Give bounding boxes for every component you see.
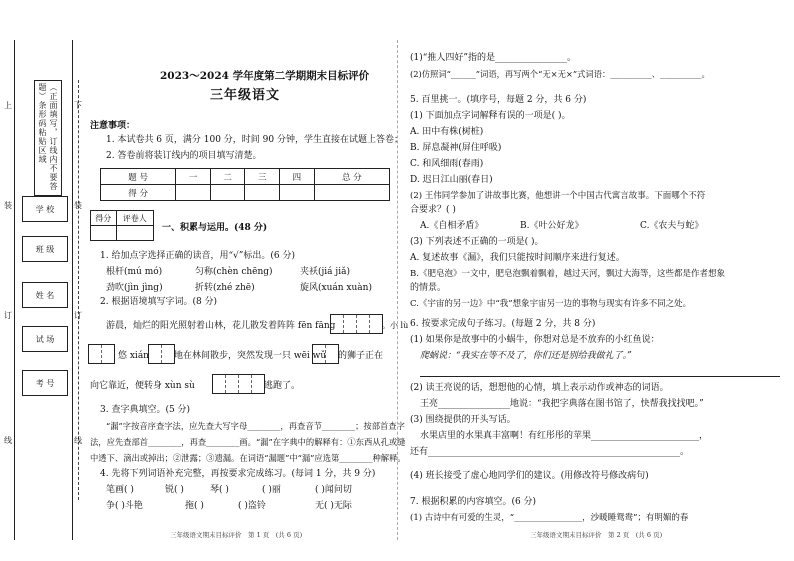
q4-sub-1: (1)“推人四好”指的是________________。	[410, 53, 576, 63]
q5-3-opt-c[interactable]: C.《宇宙的另一边》中“我”想象宇宙另一边的事物与现实有许多不同之处。	[410, 299, 692, 309]
q6-3-line2[interactable]: 还有________________________________________________________。	[410, 447, 690, 457]
q7-text: 7. 根据积累的内容填空。(6 分)	[410, 497, 537, 507]
footer-left: 三年级语文期末目标评价 第 1 页 (共 6 页)	[170, 531, 303, 539]
q5-2-text-b: 合要求？( )	[410, 205, 456, 215]
name-field[interactable]	[22, 282, 68, 308]
grader-score-label: 得分	[91, 211, 117, 226]
q3-line1: “漏”字按音序查字法，应先查大写字母________，再查音节________；按部首查字	[106, 421, 405, 431]
notice-item-2: 2. 答卷前将装订线内的项目填写清楚。	[106, 151, 262, 161]
exam-number-field[interactable]	[22, 370, 68, 396]
q5-1-opt-b[interactable]: B. 屏息凝神(屏住呼吸)	[410, 143, 502, 153]
q2-text: 2. 根据语境填写字词。(8 分)	[100, 297, 218, 307]
q5-1-opt-a[interactable]: A. 田中有株(树桩)	[410, 127, 484, 137]
q5-2-opt-b[interactable]: B.《叶公好龙》	[520, 221, 584, 231]
barcode-area: （正面填写，订线内不要答题）条形码粘贴区域	[34, 80, 62, 196]
score-row-label: 得 分	[101, 185, 176, 201]
q1-item-6[interactable]: 旋风(xuán xuàn)	[300, 283, 372, 293]
q6-1-answer-line[interactable]	[420, 376, 780, 377]
q5-2-opt-c[interactable]: C.《农夫与蛇》	[640, 221, 704, 231]
score-header-4: 四	[280, 169, 315, 185]
name-label: 姓 名	[35, 290, 55, 300]
score-header-total: 总 分	[314, 169, 389, 185]
q1-item-2[interactable]: 匀称(chèn chēng)	[195, 267, 273, 277]
q5-2-text: (2) 王伟同学参加了讲故事比赛，他想讲一个中国古代寓言故事。下面哪个不符	[410, 191, 706, 201]
side-label-bottom: 下	[74, 101, 82, 110]
q2-line2a: 悠 xián	[118, 351, 149, 361]
q6-1-sample: 爬蜗说：“我实在等不及了，你们还是别给我做礼了。”	[420, 351, 632, 361]
q5-3-opt-b[interactable]: B.《肥皂泡》一文中，肥皂泡飘着飘着，越过天河，飘过大海等，这些都是作者想象	[410, 269, 725, 279]
side-label-xian: 线	[4, 436, 12, 445]
score-header-3: 三	[245, 169, 280, 185]
q5-3-text: (3) 下列表述不正确的一项是( )。	[410, 237, 544, 247]
exam-number-label: 考 号	[35, 378, 55, 388]
q3-line3: 中透下、滴出或掉出；②泄露；③遗漏。在词语“漏题”中“漏”应选第________种解释。	[90, 453, 406, 463]
score-cell-2[interactable]	[210, 185, 245, 201]
q2-box-lu[interactable]	[88, 344, 115, 364]
side-label-zhuang: 装	[4, 201, 12, 210]
subject-title: 三年级语文	[210, 88, 281, 103]
binding-line-outer	[14, 40, 15, 540]
q2-line3a: 向它靠近，便转身 xùn sù	[90, 381, 195, 391]
q3-text: 3. 查字典填空。(5 分)	[100, 405, 191, 415]
grader-name-label: 评卷人	[116, 211, 154, 226]
score-cell-total[interactable]	[314, 185, 389, 201]
q2-box-fenfang[interactable]	[330, 314, 383, 334]
q5-3-opt-b-cont: 的情景。	[410, 283, 447, 293]
q6-3-line1[interactable]: 水果店里的水果真丰富啊！有红彤彤的苹果________________________，	[420, 431, 709, 441]
q6-text: 6. 按要求完成句子练习。(每题 2 分，共 8 分)	[410, 319, 596, 329]
q1-item-4[interactable]: 劲吹(jìn jìng)	[106, 283, 163, 293]
score-header-2: 二	[210, 169, 245, 185]
score-cell-4[interactable]	[280, 185, 315, 201]
q5-1-opt-c[interactable]: C. 和风细雨(春雨)	[410, 159, 484, 169]
grader-box	[90, 210, 154, 241]
score-header-qnum: 题 号	[101, 169, 176, 185]
q2-line1b: 。小 lù	[382, 321, 409, 330]
side-label-ding: 订	[4, 311, 12, 320]
q4-word-9[interactable]: 无( )无际	[315, 501, 352, 511]
q6-1-text: (1) 如果你是故事中的小蜗牛，你想对总是不放弃的小红鱼说：	[410, 335, 660, 345]
class-label: 班 级	[35, 244, 55, 254]
side-label-zhuang-2: 装	[74, 201, 82, 210]
q4-text: 4. 先将下列词语补充完整，再按要求完成练习。(每词 1 分，共 9 分)	[100, 469, 376, 479]
q4-word-6[interactable]: 争( )斗艳	[106, 501, 143, 511]
q7-1-text[interactable]: (1) 古诗中有可爱的生灵，“________________，沙暖睡鸳鸯”；有明媚的春	[410, 513, 689, 523]
q6-3-text: (3) 围绕提供的开头写话。	[410, 415, 516, 425]
q4-word-3[interactable]: 琴( )	[210, 485, 229, 495]
notice-heading: 注意事项：	[90, 121, 136, 131]
grader-name-cell[interactable]	[116, 226, 154, 241]
exam-room-field[interactable]	[22, 326, 68, 352]
school-field[interactable]	[22, 196, 68, 222]
q2-box-xunsu[interactable]	[212, 374, 265, 394]
q4-word-1[interactable]: 笔画( )	[106, 485, 134, 495]
q1-text: 1. 给加点字选择正确的读音，用“√”标出。(6 分)	[100, 251, 295, 261]
exam-room-label: 试 场	[35, 334, 55, 344]
q4-word-8[interactable]: ( )盗铃	[238, 501, 266, 511]
q5-text: 5. 百里挑一。(填序号，每题 2 分，共 6 分)	[410, 95, 587, 105]
q6-2-sentence[interactable]: 王亮________________地说：“我把字典落在图书馆了，快帮我找找吧。”	[420, 399, 704, 409]
q5-3-opt-a[interactable]: A. 复述故事《漏》，我们只能按时间顺序来进行复述。	[410, 253, 625, 263]
side-label-top: 上	[4, 101, 12, 110]
q2-line1a: 游晨，灿烂的阳光照射着山林，花儿散发着阵阵 fēn fāng	[106, 321, 336, 331]
score-cell-1[interactable]	[176, 185, 211, 201]
q2-box-weiwu[interactable]	[312, 344, 339, 364]
q4-word-4[interactable]: ( )丽	[262, 485, 281, 495]
page-divider	[397, 40, 398, 540]
q2-line2b: 地在林间散步，突然发现一只 wēi wǔ	[174, 351, 327, 361]
score-header-1: 一	[176, 169, 211, 185]
footer-right: 三年级语文期末目标评价 第 2 页 (共 6 页)	[530, 531, 663, 539]
q4-word-7[interactable]: 拖( )	[185, 501, 204, 511]
binding-line-inner	[72, 40, 73, 540]
section1-title: 一、积累与运用。(48 分)	[162, 223, 268, 233]
side-label-ding-2: 订	[74, 311, 82, 320]
grader-score-cell[interactable]	[91, 226, 117, 241]
q4-sub-2: (2)仿照词“______”词语，再写两个“无×无×”式词语：__________、__________。	[410, 69, 710, 79]
q5-1-opt-d[interactable]: D. 迟日江山丽(春日)	[410, 175, 493, 185]
notice-item-1: 1. 本试卷共 6 页，满分 100 分，时间 90 分钟，学生直接在试题上答卷；	[106, 135, 403, 145]
q6-4-text[interactable]: (4) 班长接受了虚心地同学们的建议。(用修改符号修改病句)	[410, 471, 649, 481]
exam-title: 2023～2024 学年度第二学期期末目标评价	[160, 70, 370, 82]
q5-2-opt-a[interactable]: A.《自相矛盾》	[420, 221, 484, 231]
side-label-xian-2: 线	[74, 436, 82, 445]
class-field[interactable]	[22, 236, 68, 262]
q3-line2: 法，应先查部首________，再查________画。“漏”在字典中的解释有：①东西从孔或缝	[90, 437, 406, 447]
q2-line3b: 逃跑了。	[264, 381, 301, 391]
score-cell-3[interactable]	[245, 185, 280, 201]
score-table	[100, 168, 390, 201]
q1-item-1[interactable]: 根杆(mú mó)	[106, 267, 163, 277]
q1-item-5[interactable]: 折转(zhé zhē)	[195, 283, 255, 293]
school-label: 学 校	[35, 204, 55, 214]
q5-1-text: (1) 下面加点字词解释有误的一项是( )。	[410, 111, 571, 121]
q1-item-3[interactable]: 夹袄(jiá jiǎ)	[300, 267, 350, 277]
q6-2-text: (2) 读王亮说的话，想想他的心情，填上表示动作或神态的词语。	[410, 383, 669, 393]
q4-word-5[interactable]: ( )闻问切	[315, 485, 352, 495]
q2-line2c: 的狮子正在	[338, 351, 384, 361]
q2-box-xian[interactable]	[148, 344, 175, 364]
q4-word-2[interactable]: 锐( )	[165, 485, 184, 495]
